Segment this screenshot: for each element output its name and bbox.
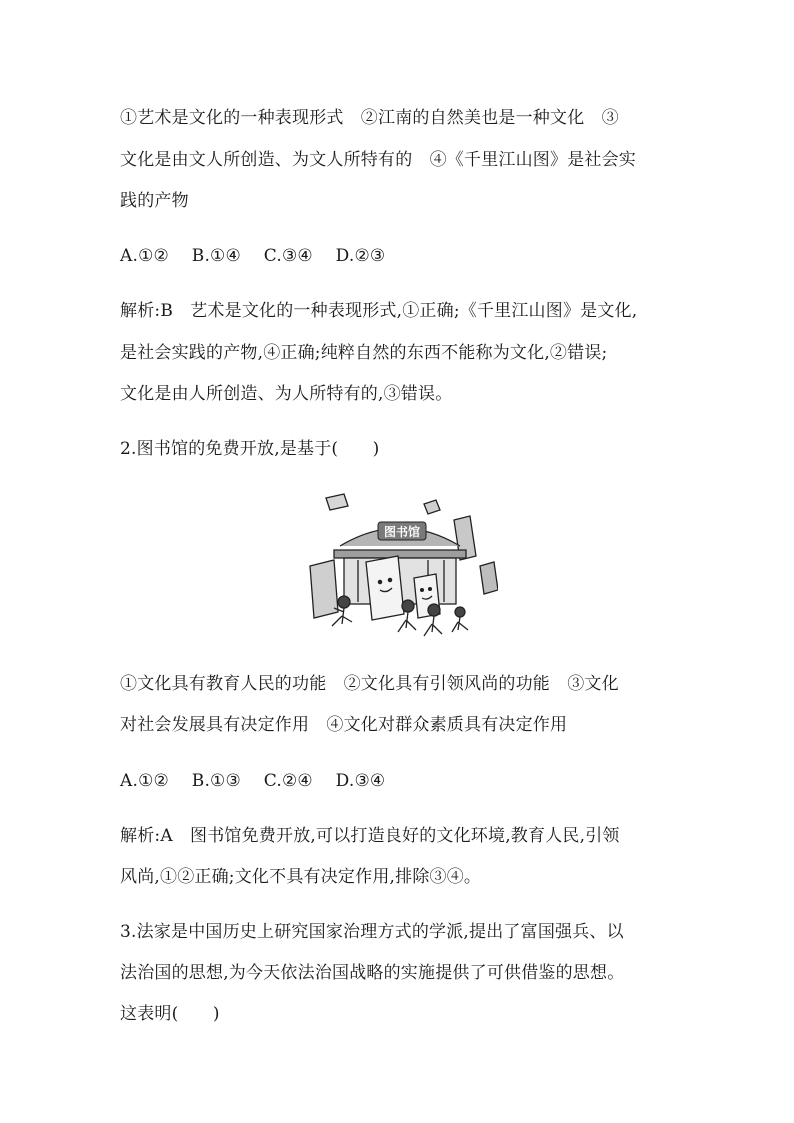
library-illustration bbox=[304, 490, 498, 640]
q1-analysis-line-2: 是社会实践的产物,④正确;纯粹自然的东西不能称为文化,②错误; bbox=[120, 343, 608, 363]
q1-analysis-line-3: 文化是由人所创造、为人所特有的,③错误。 bbox=[120, 384, 453, 404]
q2-analysis-line-2: 风尚,①②正确;文化不具有决定作用,排除③④。 bbox=[120, 867, 482, 887]
q2-options-line-2: 对社会发展具有决定作用 ④文化对群众素质具有决定作用 bbox=[120, 715, 568, 735]
q3-question-line-2: 法治国的思想,为今天依法治国战略的实施提供了可供借鉴的思想。 bbox=[120, 963, 625, 983]
q1-options-line-2: 文化是由文人所创造、为文人所特有的 ④《千里江山图》是社会实 bbox=[120, 150, 636, 170]
q2-choices: A.①② B.①③ C.②④ D.③④ bbox=[120, 771, 386, 791]
q1-options-line-1: ①艺术是文化的一种表现形式 ②江南的自然美也是一种文化 ③ bbox=[120, 108, 619, 128]
library-sign-text: 图书馆 bbox=[383, 525, 421, 539]
q1-options-line-3: 践的产物 bbox=[120, 191, 189, 211]
q3-question-line-3: 这表明( ) bbox=[120, 1004, 220, 1024]
q2-analysis-line-1: 解析:A 图书馆免费开放,可以打造良好的文化环境,教育人民,引领 bbox=[120, 826, 620, 846]
q2-options-line-1: ①文化具有教育人民的功能 ②文化具有引领风尚的功能 ③文化 bbox=[120, 674, 619, 694]
q3-question-line-1: 3.法家是中国历史上研究国家治理方式的学派,提出了富国强兵、以 bbox=[120, 922, 624, 942]
q2-question: 2.图书馆的免费开放,是基于( ) bbox=[120, 439, 380, 459]
q1-analysis-line-1: 解析:B 艺术是文化的一种表现形式,①正确;《千里江山图》是文化, bbox=[120, 301, 638, 321]
q1-choices: A.①② B.①④ C.③④ D.②③ bbox=[120, 246, 386, 266]
